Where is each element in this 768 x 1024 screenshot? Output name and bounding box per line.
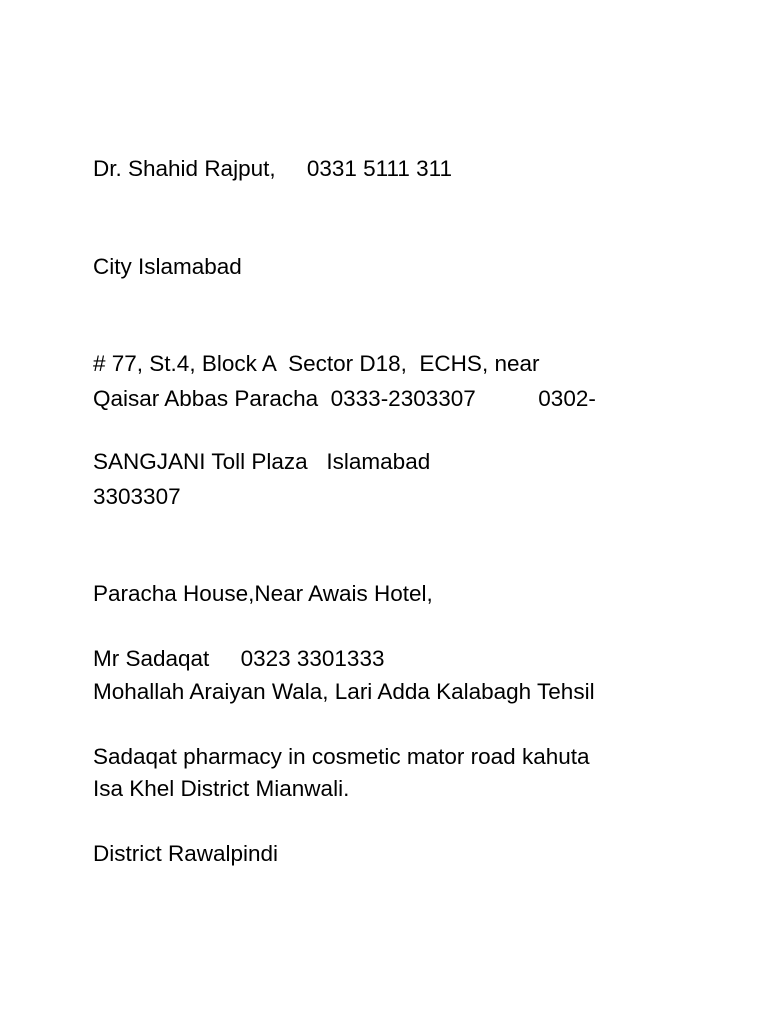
- contact-address-line: Paracha House,Near Awais Hotel,: [93, 581, 433, 606]
- contact-name-phone: Mr Sadaqat 0323 3301333: [93, 646, 385, 671]
- contact-name-phone: Dr. Shahid Rajput, 0331 5111 311: [93, 156, 453, 181]
- contact-name-phone: Qaisar Abbas Paracha 0333-2303307 0302-: [93, 386, 596, 411]
- contact-address-line: # 77, St.4, Block A Sector D18, ECHS, near: [93, 351, 540, 376]
- contact-address-line: SANGJANI Toll Plaza Islamabad: [93, 448, 431, 474]
- contact-entry: [93, 578, 693, 936]
- contact-address-line: Mohallah Araiyan Wala, Lari Adda Kalabagh Tehsil: [93, 678, 595, 704]
- contact-phone-continued: 3303307: [93, 483, 181, 509]
- contact-address-line: City Islamabad: [93, 253, 242, 279]
- contact-address-line: District Rawalpindi: [93, 841, 279, 866]
- contact-address-line: Isa Khel District Mianwali.: [93, 776, 350, 801]
- contact-address-line: Sadaqat pharmacy in cosmetic mator road kahuta: [93, 743, 590, 769]
